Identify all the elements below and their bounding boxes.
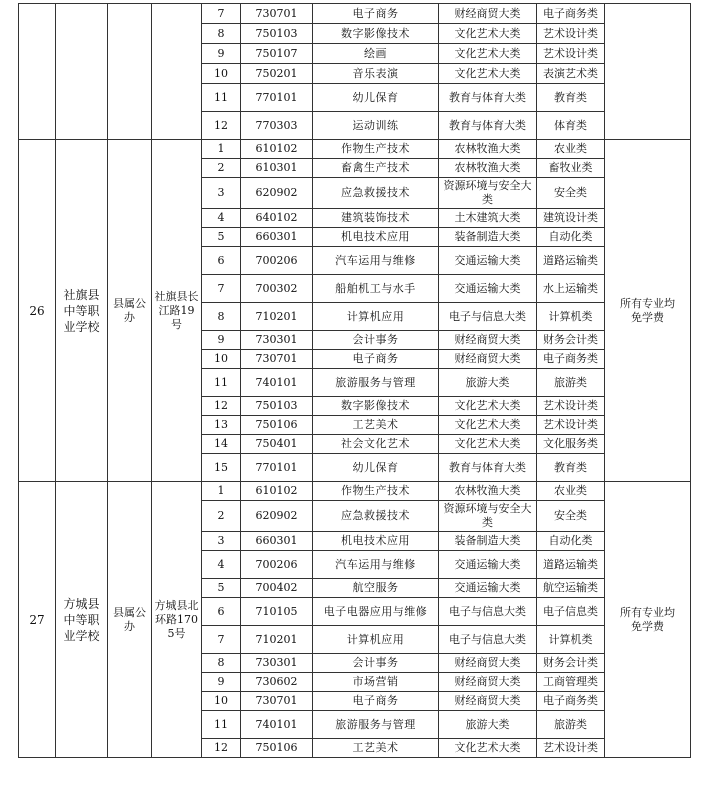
major-code: 730701 xyxy=(241,692,313,711)
major-class: 自动化类 xyxy=(537,532,605,551)
major-code: 700206 xyxy=(241,247,313,275)
major-number: 14 xyxy=(202,435,241,454)
major-number: 12 xyxy=(202,397,241,416)
major-code: 710201 xyxy=(241,626,313,654)
major-class: 表演艺术类 xyxy=(537,64,605,84)
major-class: 艺术设计类 xyxy=(537,397,605,416)
major-class: 安全类 xyxy=(537,178,605,209)
major-name: 幼儿保育 xyxy=(313,84,439,112)
major-name: 电子商务 xyxy=(313,4,439,24)
table-row xyxy=(19,140,691,159)
major-category: 旅游大类 xyxy=(439,711,537,739)
major-number: 5 xyxy=(202,579,241,598)
major-category: 资源环境与安全大类 xyxy=(439,178,537,209)
major-class: 计算机类 xyxy=(537,626,605,654)
major-number: 10 xyxy=(202,350,241,369)
major-name: 工艺美术 xyxy=(313,739,439,758)
school-name: 方城县中等职业学校 xyxy=(56,482,108,758)
major-name: 船舶机工与水手 xyxy=(313,275,439,303)
major-name: 汽车运用与维修 xyxy=(313,551,439,579)
major-category: 文化艺术大类 xyxy=(439,24,537,44)
major-code: 640102 xyxy=(241,209,313,228)
major-number: 3 xyxy=(202,532,241,551)
major-category: 旅游大类 xyxy=(439,369,537,397)
major-class: 安全类 xyxy=(537,501,605,532)
school-name xyxy=(56,4,108,140)
major-code: 770101 xyxy=(241,454,313,482)
major-number: 12 xyxy=(202,112,241,140)
major-class: 财务会计类 xyxy=(537,331,605,350)
major-code: 750103 xyxy=(241,24,313,44)
major-code: 610102 xyxy=(241,482,313,501)
school-address xyxy=(152,4,202,140)
major-category: 交通运输大类 xyxy=(439,247,537,275)
major-class: 财务会计类 xyxy=(537,654,605,673)
major-number: 5 xyxy=(202,228,241,247)
major-category: 农林牧渔大类 xyxy=(439,482,537,501)
major-class: 文化服务类 xyxy=(537,435,605,454)
major-name: 工艺美术 xyxy=(313,416,439,435)
major-category: 交通运输大类 xyxy=(439,551,537,579)
major-class: 艺术设计类 xyxy=(537,24,605,44)
major-class: 艺术设计类 xyxy=(537,416,605,435)
major-number: 9 xyxy=(202,331,241,350)
major-number: 7 xyxy=(202,626,241,654)
major-name: 应急救援技术 xyxy=(313,178,439,209)
school-note: 所有专业均免学费 xyxy=(605,482,691,758)
major-name: 音乐表演 xyxy=(313,64,439,84)
major-number: 3 xyxy=(202,178,241,209)
school-type: 县属公办 xyxy=(108,482,152,758)
major-code: 740101 xyxy=(241,369,313,397)
major-number: 4 xyxy=(202,209,241,228)
major-category: 交通运输大类 xyxy=(439,579,537,598)
major-category: 财经商贸大类 xyxy=(439,4,537,24)
major-code: 610301 xyxy=(241,159,313,178)
major-name: 机电技术应用 xyxy=(313,228,439,247)
major-name: 旅游服务与管理 xyxy=(313,369,439,397)
major-category: 装备制造大类 xyxy=(439,228,537,247)
major-name: 机电技术应用 xyxy=(313,532,439,551)
major-category: 财经商贸大类 xyxy=(439,331,537,350)
table-row xyxy=(19,482,691,501)
major-code: 730301 xyxy=(241,654,313,673)
major-code: 730701 xyxy=(241,4,313,24)
major-name: 汽车运用与维修 xyxy=(313,247,439,275)
major-name: 电子商务 xyxy=(313,692,439,711)
major-category: 电子与信息大类 xyxy=(439,598,537,626)
major-class: 教育类 xyxy=(537,84,605,112)
major-number: 1 xyxy=(202,140,241,159)
major-code: 660301 xyxy=(241,532,313,551)
major-class: 畜牧业类 xyxy=(537,159,605,178)
school-address: 方城县北环路1705号 xyxy=(152,482,202,758)
major-number: 6 xyxy=(202,247,241,275)
major-class: 教育类 xyxy=(537,454,605,482)
major-category: 文化艺术大类 xyxy=(439,64,537,84)
major-category: 土木建筑大类 xyxy=(439,209,537,228)
major-number: 12 xyxy=(202,739,241,758)
major-category: 装备制造大类 xyxy=(439,532,537,551)
major-number: 6 xyxy=(202,598,241,626)
major-name: 畜禽生产技术 xyxy=(313,159,439,178)
major-code: 710105 xyxy=(241,598,313,626)
major-name: 运动训练 xyxy=(313,112,439,140)
major-name: 绘画 xyxy=(313,44,439,64)
major-class: 工商管理类 xyxy=(537,673,605,692)
major-code: 730701 xyxy=(241,350,313,369)
major-category: 教育与体育大类 xyxy=(439,84,537,112)
major-code: 750106 xyxy=(241,416,313,435)
table-row xyxy=(19,4,691,24)
major-name: 会计事务 xyxy=(313,331,439,350)
major-class: 水上运输类 xyxy=(537,275,605,303)
major-category: 资源环境与安全大类 xyxy=(439,501,537,532)
major-name: 电子电器应用与维修 xyxy=(313,598,439,626)
major-name: 计算机应用 xyxy=(313,626,439,654)
major-class: 自动化类 xyxy=(537,228,605,247)
school-index xyxy=(19,4,56,140)
major-name: 电子商务 xyxy=(313,350,439,369)
major-name: 建筑装饰技术 xyxy=(313,209,439,228)
major-category: 财经商贸大类 xyxy=(439,692,537,711)
major-code: 750106 xyxy=(241,739,313,758)
major-code: 610102 xyxy=(241,140,313,159)
major-number: 9 xyxy=(202,44,241,64)
major-code: 750103 xyxy=(241,397,313,416)
major-name: 旅游服务与管理 xyxy=(313,711,439,739)
major-class: 旅游类 xyxy=(537,369,605,397)
major-category: 财经商贸大类 xyxy=(439,654,537,673)
major-class: 计算机类 xyxy=(537,303,605,331)
major-class: 电子商务类 xyxy=(537,4,605,24)
school-type: 县属公办 xyxy=(108,140,152,482)
major-category: 文化艺术大类 xyxy=(439,435,537,454)
major-name: 数字影像技术 xyxy=(313,24,439,44)
major-class: 农业类 xyxy=(537,482,605,501)
school-index: 27 xyxy=(19,482,56,758)
major-name: 数字影像技术 xyxy=(313,397,439,416)
major-name: 作物生产技术 xyxy=(313,140,439,159)
major-category: 电子与信息大类 xyxy=(439,303,537,331)
major-code: 620902 xyxy=(241,178,313,209)
major-name: 航空服务 xyxy=(313,579,439,598)
major-class: 电子商务类 xyxy=(537,350,605,369)
major-class: 农业类 xyxy=(537,140,605,159)
major-category: 文化艺术大类 xyxy=(439,44,537,64)
major-name: 市场营销 xyxy=(313,673,439,692)
major-category: 文化艺术大类 xyxy=(439,739,537,758)
major-class: 建筑设计类 xyxy=(537,209,605,228)
major-number: 13 xyxy=(202,416,241,435)
major-number: 9 xyxy=(202,673,241,692)
school-index: 26 xyxy=(19,140,56,482)
major-class: 艺术设计类 xyxy=(537,739,605,758)
major-number: 15 xyxy=(202,454,241,482)
major-code: 750201 xyxy=(241,64,313,84)
major-class: 体育类 xyxy=(537,112,605,140)
major-number: 2 xyxy=(202,501,241,532)
major-number: 11 xyxy=(202,711,241,739)
major-name: 计算机应用 xyxy=(313,303,439,331)
major-category: 电子与信息大类 xyxy=(439,626,537,654)
major-category: 教育与体育大类 xyxy=(439,454,537,482)
school-name: 社旗县中等职业学校 xyxy=(56,140,108,482)
major-name: 社会文化艺术 xyxy=(313,435,439,454)
major-number: 7 xyxy=(202,275,241,303)
major-code: 730602 xyxy=(241,673,313,692)
major-number: 8 xyxy=(202,24,241,44)
major-category: 文化艺术大类 xyxy=(439,397,537,416)
major-number: 4 xyxy=(202,551,241,579)
major-number: 10 xyxy=(202,692,241,711)
major-number: 8 xyxy=(202,303,241,331)
major-code: 660301 xyxy=(241,228,313,247)
major-class: 道路运输类 xyxy=(537,247,605,275)
major-code: 750107 xyxy=(241,44,313,64)
major-category: 农林牧渔大类 xyxy=(439,140,537,159)
major-code: 620902 xyxy=(241,501,313,532)
school-address: 社旗县长江路19号 xyxy=(152,140,202,482)
major-class: 电子信息类 xyxy=(537,598,605,626)
major-code: 700402 xyxy=(241,579,313,598)
major-code: 750401 xyxy=(241,435,313,454)
major-number: 2 xyxy=(202,159,241,178)
major-number: 8 xyxy=(202,654,241,673)
major-category: 教育与体育大类 xyxy=(439,112,537,140)
school-note xyxy=(605,4,691,140)
major-code: 710201 xyxy=(241,303,313,331)
major-code: 770303 xyxy=(241,112,313,140)
major-number: 7 xyxy=(202,4,241,24)
table-body xyxy=(19,4,691,758)
major-category: 农林牧渔大类 xyxy=(439,159,537,178)
major-class: 艺术设计类 xyxy=(537,44,605,64)
major-category: 交通运输大类 xyxy=(439,275,537,303)
school-type xyxy=(108,4,152,140)
major-number: 1 xyxy=(202,482,241,501)
major-code: 730301 xyxy=(241,331,313,350)
major-category: 财经商贸大类 xyxy=(439,350,537,369)
major-category: 文化艺术大类 xyxy=(439,416,537,435)
major-name: 应急救援技术 xyxy=(313,501,439,532)
major-name: 会计事务 xyxy=(313,654,439,673)
major-code: 700302 xyxy=(241,275,313,303)
major-class: 电子商务类 xyxy=(537,692,605,711)
major-code: 700206 xyxy=(241,551,313,579)
major-number: 11 xyxy=(202,84,241,112)
major-name: 幼儿保育 xyxy=(313,454,439,482)
major-number: 10 xyxy=(202,64,241,84)
major-class: 航空运输类 xyxy=(537,579,605,598)
school-majors-table xyxy=(18,3,691,758)
major-category: 财经商贸大类 xyxy=(439,673,537,692)
major-code: 770101 xyxy=(241,84,313,112)
major-class: 道路运输类 xyxy=(537,551,605,579)
major-class: 旅游类 xyxy=(537,711,605,739)
major-name: 作物生产技术 xyxy=(313,482,439,501)
school-note: 所有专业均免学费 xyxy=(605,140,691,482)
major-code: 740101 xyxy=(241,711,313,739)
major-number: 11 xyxy=(202,369,241,397)
